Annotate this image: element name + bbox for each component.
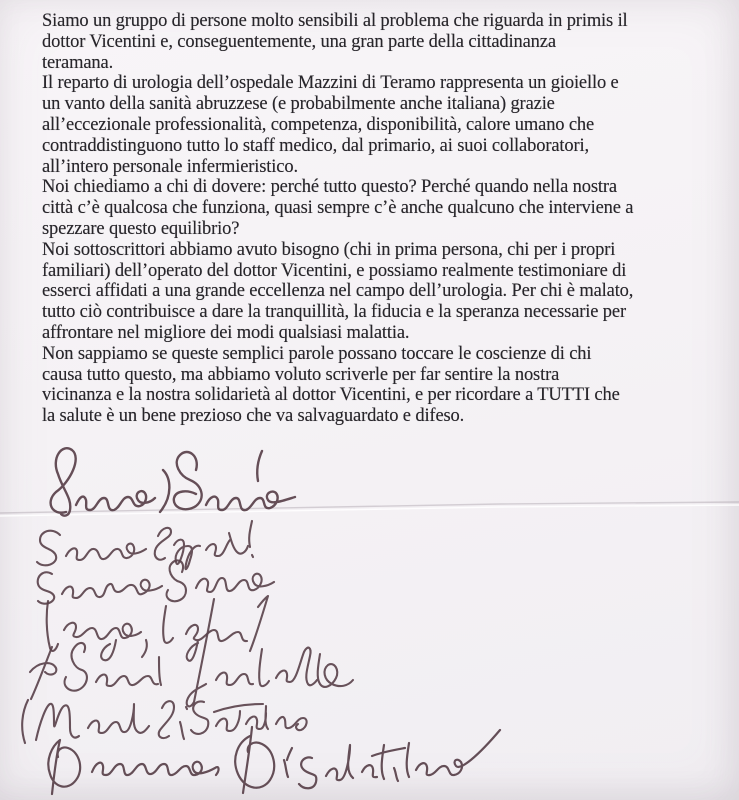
letter-line: teramana. — [42, 52, 114, 73]
fold-crease — [0, 502, 739, 516]
signature-5 — [30, 599, 353, 706]
letter-line: spezzare questo equilibrio? — [42, 218, 240, 239]
letter-line: contraddistinguono tutto lo staff medico, dal primario, ai suoi collaboratori, — [42, 135, 589, 156]
letter-line: città c’è qualcosa che funziona, quasi sempre c’è anche qualcuno che interviene a — [42, 198, 634, 219]
signature-7 — [48, 727, 500, 794]
letter-line: la salute è un bene prezioso che va salvaguardato e difeso. — [42, 406, 465, 427]
letter-line: Non sappiamo se queste semplici parole possano toccare le coscienze di chi — [42, 343, 592, 364]
letter-line: all’intero personale infermieristico. — [42, 156, 298, 177]
signature-6 — [22, 700, 306, 743]
signature-1 — [51, 448, 295, 515]
letter-line: familiari) dell’operato del dottor Vicentini, e possiamo realmente testimoniare di — [42, 260, 627, 281]
letter-line: Siamo un gruppo di persone molto sensibili al problema che riguarda in primis il — [42, 11, 628, 31]
letter-line: tutto ciò contribuisce a dare la tranquillità, la fiducia e la speranza necessarie per — [42, 302, 626, 323]
signature-3 — [38, 560, 274, 603]
letter-line: Noi sottoscrittori abbiamo avuto bisogno (chi in prima persona, chi per i propri — [42, 239, 616, 260]
letter-body — [42, 11, 722, 427]
letter-line: un vanto della sanità abruzzese (e probabilmente anche italiana) grazie — [42, 94, 555, 115]
letter-line: vicinanza e la nostra solidarietà al dottor Vicentini, e per ricordare a TUTTI che — [42, 385, 620, 406]
letter-line: Il reparto di urologia dell’ospedale Mazzini di Teramo rappresenta un gioiello e — [42, 73, 619, 94]
signature-4 — [47, 596, 268, 661]
letter-line: affrontare nel migliore dei modi qualsiasi malattia. — [42, 322, 410, 343]
letter-line: Noi chiediamo a chi di dovere: perché tutto questo? Perché quando nella nostra — [42, 177, 617, 198]
letter-line: all’eccezionale professionalità, competenza, disponibilità, calore umano che — [42, 114, 595, 135]
signature-2 — [37, 521, 253, 569]
letter-line: causa tutto questo, ma abbiamo voluto scriverle per far sentire la nostra — [42, 364, 560, 385]
letter-line: esserci affidati a una grande eccellenza nel campo dell’urologia. Per chi è malato, — [42, 281, 634, 302]
letter-line: dottor Vicentini e, conseguentemente, una gran parte della cittadinanza — [42, 31, 556, 52]
